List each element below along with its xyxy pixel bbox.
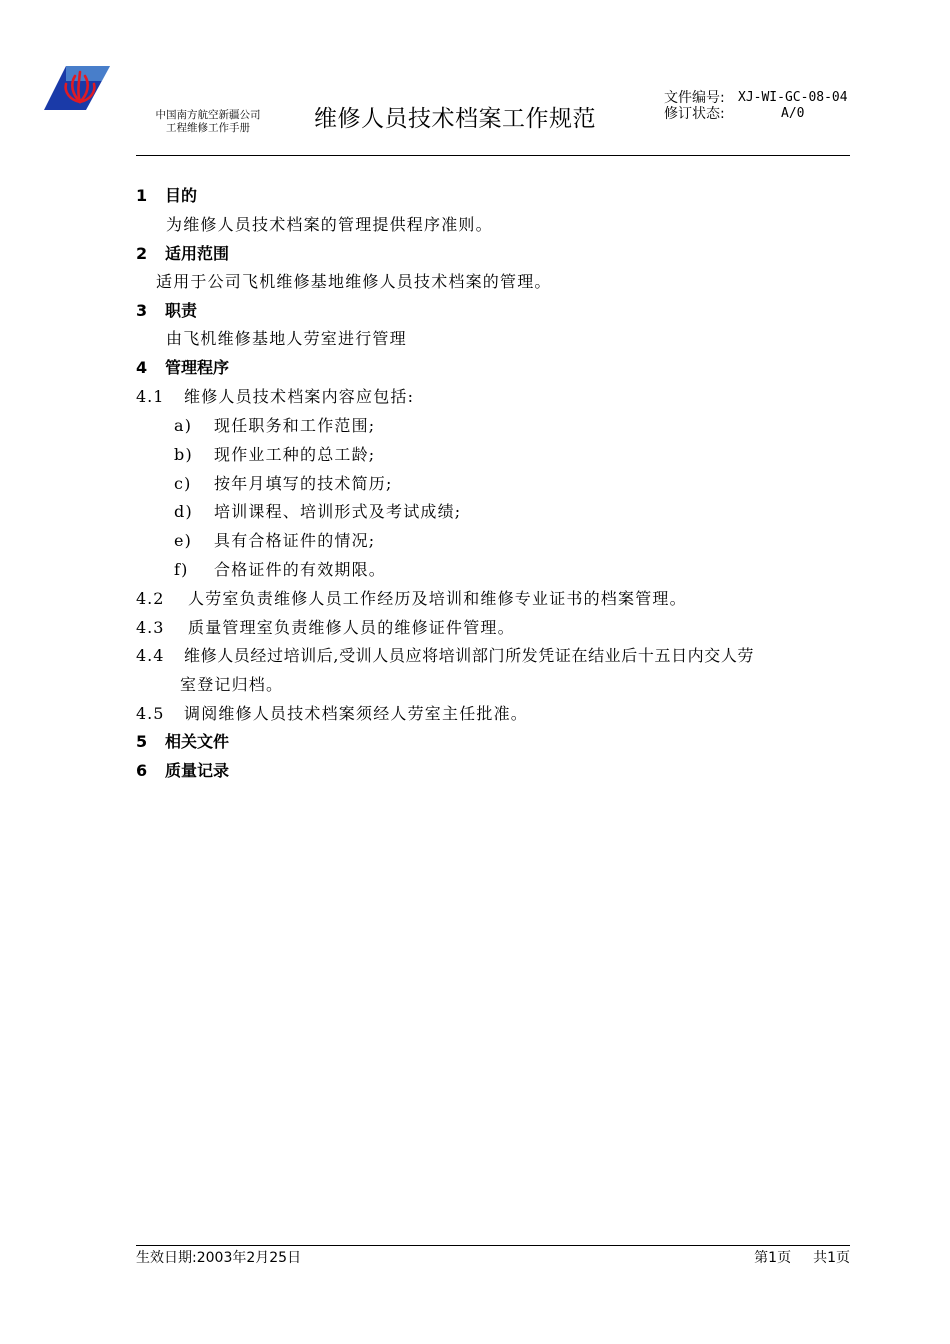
list-item-text: 具有合格证件的情况; (214, 531, 376, 550)
section-title: 管理程序 (165, 358, 230, 377)
header-divider (136, 155, 850, 156)
list-item-label: d) (174, 502, 193, 521)
clause-number: 4.4 (136, 646, 165, 665)
current-page: 第1页 (754, 1250, 792, 1266)
revision-value: A/0 (781, 106, 805, 121)
section-title: 相关文件 (165, 732, 230, 751)
clause-number: 4.1 (136, 387, 165, 406)
list-item (174, 530, 375, 552)
clause-4-4 (136, 645, 754, 667)
list-item-label: a) (174, 416, 193, 435)
company-name (146, 109, 270, 135)
section-title: 目的 (165, 186, 198, 205)
section-number: 5 (136, 732, 148, 751)
company-line-2: 工程维修工作手册 (166, 122, 250, 134)
section-1-heading (136, 185, 197, 207)
section-number: 3 (136, 301, 148, 320)
document-title: 维修人员技术档案工作规范 (314, 106, 596, 132)
section-title: 适用范围 (165, 244, 230, 263)
clause-text: 调阅维修人员技术档案须经人劳室主任批准。 (184, 704, 529, 723)
list-item-label: f) (174, 560, 189, 579)
company-line-1: 中国南方航空新疆公司 (155, 109, 261, 121)
section-4-heading (136, 357, 229, 379)
clause-text: 维修人员经过培训后,受训人员应将培训部门所发凭证在结业后十五日内交人劳 (184, 646, 755, 665)
clause-text: 维修人员技术档案内容应包括: (184, 387, 415, 406)
list-item-text: 现任职务和工作范围; (214, 416, 376, 435)
effective-date: 生效日期:2003年2月25日 (136, 1250, 302, 1266)
section-2-heading (136, 243, 229, 265)
list-item-label: b) (174, 445, 193, 464)
clause-number: 4.2 (136, 589, 165, 608)
section-number: 1 (136, 186, 148, 205)
list-item-text: 培训课程、培训形式及考试成绩; (214, 502, 462, 521)
list-item (174, 444, 375, 466)
section-number: 2 (136, 244, 148, 263)
list-item-text: 现作业工种的总工龄; (214, 445, 376, 464)
section-6-heading (136, 760, 229, 782)
list-item-label: e) (174, 531, 193, 550)
clause-4-3 (136, 617, 515, 639)
list-item (174, 559, 386, 581)
section-1-text: 为维修人员技术档案的管理提供程序准则。 (166, 215, 493, 234)
clause-number: 4.5 (136, 704, 165, 723)
section-title: 职责 (165, 301, 198, 320)
revision-label: 修订状态: (664, 106, 725, 122)
clause-4-4-continuation: 室登记归档。 (180, 675, 284, 694)
section-3-heading (136, 300, 197, 322)
list-item (174, 473, 393, 495)
list-item (174, 501, 461, 523)
total-pages: 共1页 (813, 1250, 850, 1266)
section-2-text: 适用于公司飞机维修基地维修人员技术档案的管理。 (156, 272, 552, 291)
list-item (174, 415, 375, 437)
list-item-text: 合格证件的有效期限。 (214, 560, 387, 579)
document-meta (664, 90, 848, 122)
doc-number-label: 文件编号: (664, 90, 725, 106)
clause-4-5 (136, 703, 528, 725)
clause-text: 人劳室负责维修人员工作经历及培训和维修专业证书的档案管理。 (188, 589, 687, 608)
section-3-text: 由飞机维修基地人劳室进行管理 (166, 329, 407, 348)
clause-text: 质量管理室负责维修人员的维修证件管理。 (188, 618, 515, 637)
section-number: 6 (136, 761, 148, 780)
clause-4-1 (136, 386, 414, 408)
doc-number-value: XJ-WI-GC-08-04 (738, 90, 848, 105)
list-item-label: c) (174, 474, 192, 493)
page-number (754, 1247, 850, 1267)
footer-divider (136, 1245, 850, 1246)
company-logo-icon (42, 64, 110, 112)
section-title: 质量记录 (165, 761, 230, 780)
list-item-text: 按年月填写的技术简历; (214, 474, 393, 493)
section-5-heading (136, 731, 229, 753)
clause-4-2 (136, 588, 687, 610)
section-number: 4 (136, 358, 148, 377)
clause-number: 4.3 (136, 618, 165, 637)
